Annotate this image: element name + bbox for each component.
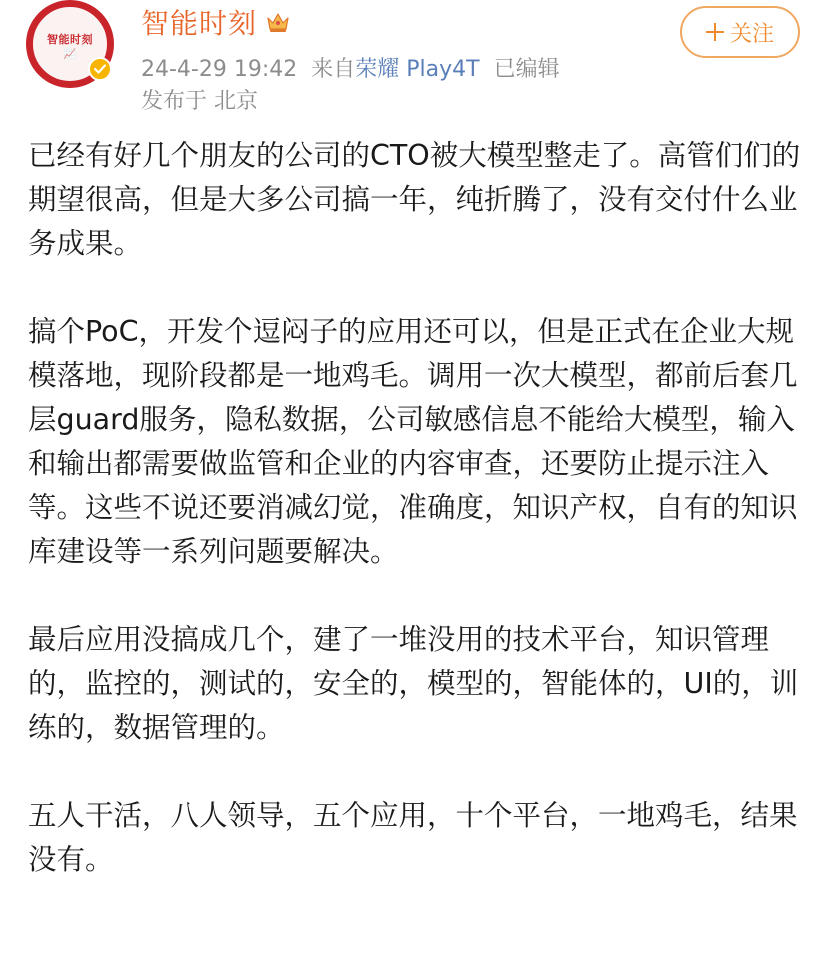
plus-icon: [706, 23, 724, 41]
verified-badge-icon: [88, 57, 112, 81]
avatar-logo-text: 智能时刻: [47, 32, 93, 46]
edited-label: 已编辑: [493, 57, 560, 82]
follow-button-label: 关注: [729, 21, 774, 47]
post-body: [28, 134, 803, 882]
post-timestamp: 24-4-29 19:42: [141, 57, 298, 82]
username[interactable]: 智能时刻: [141, 7, 258, 40]
source-device-link[interactable]: 荣耀 Play4T: [355, 57, 480, 82]
username-row: [141, 2, 291, 42]
post-paragraph: 搞个PoC，开发个逗闷子的应用还可以，但是正式在企业大规模落地，现阶段都是一地鸡毛。调用一次大模型，都前后套几层guard服务，隐私数据，公司敏感信息不能给大模型，输入和输出都需要做监管和企业的内容审查，还要防止提示注入等。这些不说还要消减幻觉，准确度，知识产权，自有的知识库建设等一系列问题要解决。: [28, 315, 798, 568]
post-paragraph: 最后应用没搞成几个，建了一堆没用的技术平台，知识管理的，监控的，测试的，安全的，模型的，智能体的，UI的，训练的，数据管理的。: [28, 623, 799, 744]
source-prefix: 来自: [311, 57, 356, 82]
follow-button[interactable]: [680, 6, 800, 58]
post-paragraph: 五人干活，八人领导，五个应用，十个平台，一地鸡毛，结果没有。: [28, 799, 798, 876]
avatar-logo-mark-icon: 📈: [63, 48, 77, 60]
post-location: 发布于 北京: [141, 89, 258, 114]
post-header: [0, 0, 828, 120]
post-meta: [141, 52, 560, 83]
crown-icon[interactable]: [265, 10, 291, 34]
post-paragraph: 已经有好几个朋友的公司的CTO被大模型整走了。高管们们的期望很高，但是大多公司搞一年，纯折腾了，没有交付什么业务成果。: [28, 139, 801, 260]
